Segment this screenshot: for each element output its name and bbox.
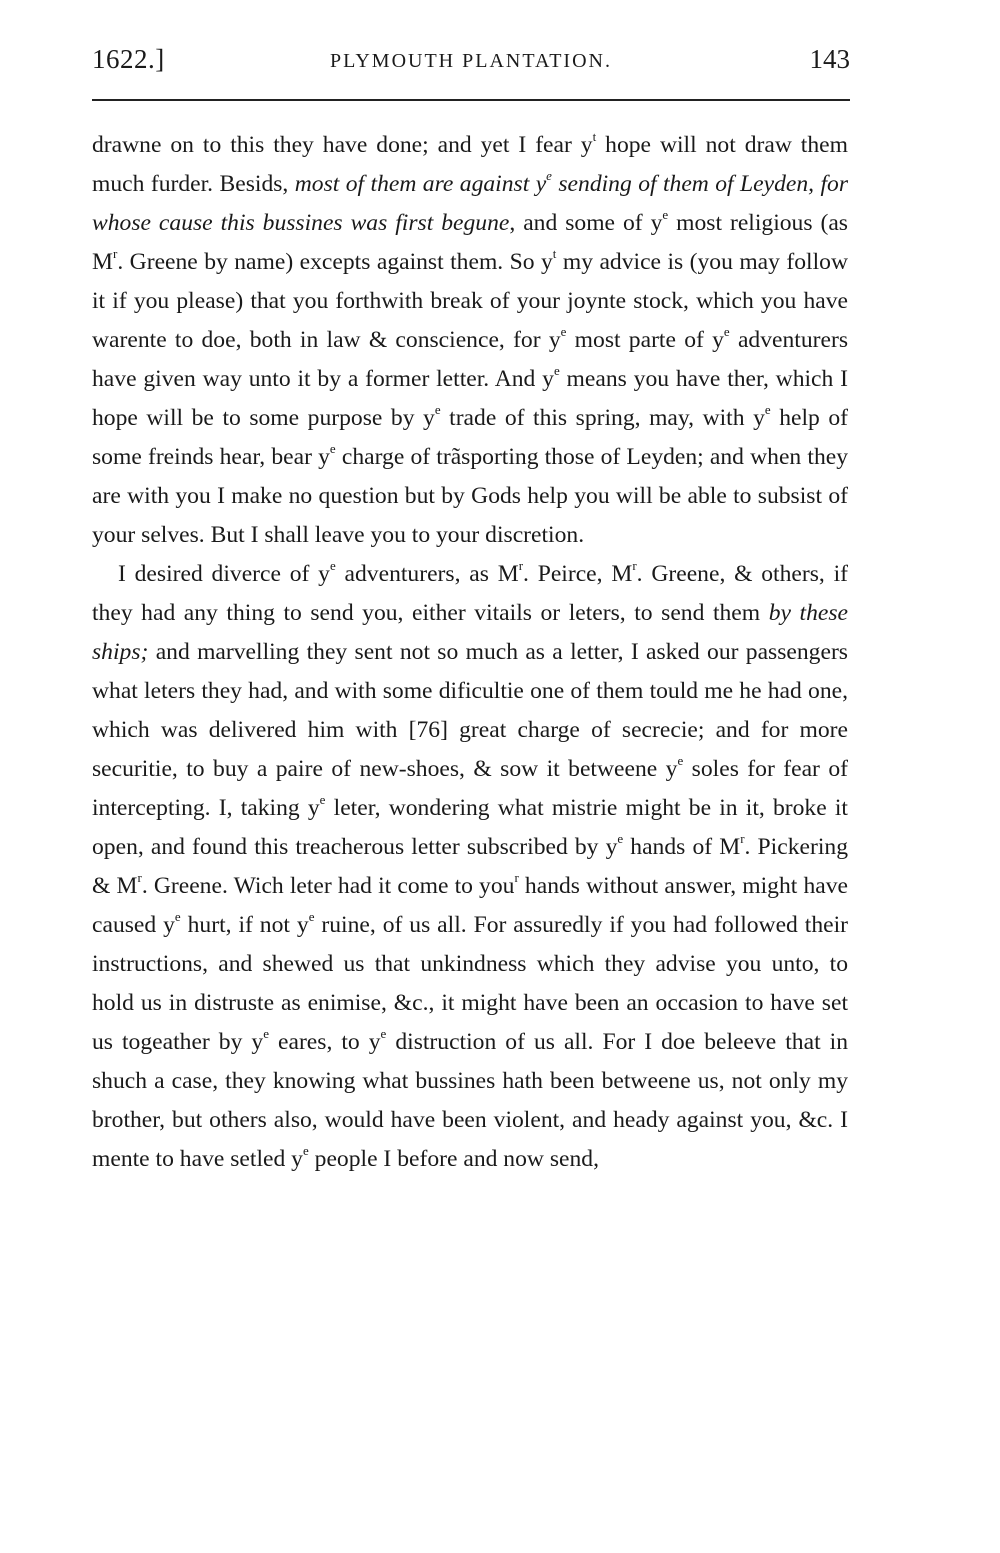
superscript-abbrev: r — [514, 870, 519, 886]
text-run: . Peirce, M — [523, 561, 633, 587]
italic-run — [295, 171, 546, 197]
text-run: my advice is (you may follow it if you please) that you forthwith break of your joynte stock, which you have warente to doe, both in law & conscience, for y — [92, 249, 848, 353]
text-run: distruction of us all. For I doe beleeve that in shuch a case, they knowing what bussines hath been betweene us, not only my brother, but others also, would have been violent, and heady against you, &c. I mente to have setled y — [92, 1029, 849, 1172]
text-run: by these ships; — [92, 600, 848, 665]
text-run: adventurers, as M — [335, 561, 519, 587]
paragraph — [92, 555, 848, 1179]
header-title: PLYMOUTH PLANTATION. — [330, 50, 612, 72]
text-run: . Greene by name) excepts against them. So y — [117, 249, 553, 275]
text-run: . Greene. Wich leter had it come to you — [141, 873, 515, 899]
text-run: adventurers have given way unto it by a former letter. And y — [92, 327, 849, 392]
superscript-abbrev: e — [308, 909, 315, 925]
running-header — [92, 44, 850, 84]
page-number: 143 — [809, 44, 850, 74]
superscript-abbrev: e — [764, 402, 771, 418]
superscript-abbrev: e — [329, 441, 336, 457]
paragraph — [92, 126, 848, 555]
superscript-abbrev: e — [617, 831, 624, 847]
superscript-abbrev: r — [740, 831, 745, 847]
text-run: and marvelling they sent not so much as a letter, I asked our passengers what leters they had, and with some dificultie one of them tould me he had one, which was delivered him with [76] great charge of secrecie; and for more securitie, to buy a paire of new-shoes, & sow it betweene y — [92, 639, 848, 782]
text-run: hope will not draw them much furder. Besids, — [92, 132, 848, 197]
superscript-abbrev: e — [174, 909, 181, 925]
text-run: eares, to y — [268, 1029, 381, 1055]
text-run: most parte of y — [566, 327, 724, 353]
superscript-abbrev: e — [546, 168, 552, 184]
text-run: most of them are against y — [294, 171, 547, 197]
text-run: . Greene, & others, if they had any thing to send you, either vitails or leters, to send them — [92, 561, 848, 626]
text-run: , and some of y — [509, 210, 663, 236]
text-run: . Pickering & M — [92, 834, 848, 899]
superscript-abbrev: e — [263, 1026, 269, 1042]
superscript-abbrev: t — [592, 129, 597, 145]
superscript-abbrev: e — [319, 792, 326, 808]
text-run: drawne on to this they have done; and yet I fear y — [92, 132, 593, 158]
superscript-abbrev: e — [560, 324, 567, 340]
text-run: means you have ther, which I hope will be to some purpose by y — [92, 366, 848, 431]
superscript-abbrev: e — [723, 324, 730, 340]
superscript-abbrev: e — [380, 1026, 387, 1042]
body-text — [92, 126, 848, 1179]
superscript-abbrev: r — [632, 558, 637, 574]
text-run: leter, wondering what mistrie might be in it, broke it open, and found this treacherous letter subscribed by y — [92, 795, 848, 860]
text-run: most religious (as M — [92, 210, 848, 275]
text-run: hands without answer, might have caused y — [92, 873, 848, 938]
text-run: soles for fear of intercepting. I, taking y — [92, 756, 848, 821]
superscript-abbrev: e — [677, 753, 684, 769]
superscript-abbrev: r — [518, 558, 524, 574]
superscript-abbrev: e — [302, 1143, 309, 1159]
text-run: help of some freinds hear, bear y — [92, 405, 849, 470]
superscript-abbrev: e — [434, 402, 441, 418]
text-run: charge of trãsporting those of Leyden; and when they are with you I make no question but by Gods help you will be able to subsist of your selves. But I shall leave you to your discretion. — [92, 444, 849, 548]
superscript-abbrev: e — [662, 207, 669, 223]
text-run: ruine, of us all. For assuredly if you had followed their instructions, and shewed us that unkindness which they advise you unto, to hold us in distruste as enimise, &c., it might have been an occasion to have set us togeather by y — [92, 912, 849, 1055]
superscript-abbrev: r — [112, 246, 118, 262]
superscript-abbrev: t — [552, 246, 557, 262]
text-run: hands of M — [623, 834, 741, 860]
superscript-abbrev: e — [553, 363, 560, 379]
text-run: hurt, if not y — [180, 912, 309, 938]
header-year: 1622.] — [92, 44, 165, 74]
superscript-abbrev: r — [137, 870, 142, 886]
header-rule — [92, 99, 850, 101]
text-run: trade of this spring, may, with y — [440, 405, 765, 431]
superscript-abbrev: e — [329, 558, 336, 574]
text-run: sending of them of Leyden, for whose cause this bussines was first begune — [92, 171, 849, 236]
text-run: I desired diverce of y — [118, 561, 330, 587]
text-run: people I before and now send, — [308, 1146, 599, 1172]
